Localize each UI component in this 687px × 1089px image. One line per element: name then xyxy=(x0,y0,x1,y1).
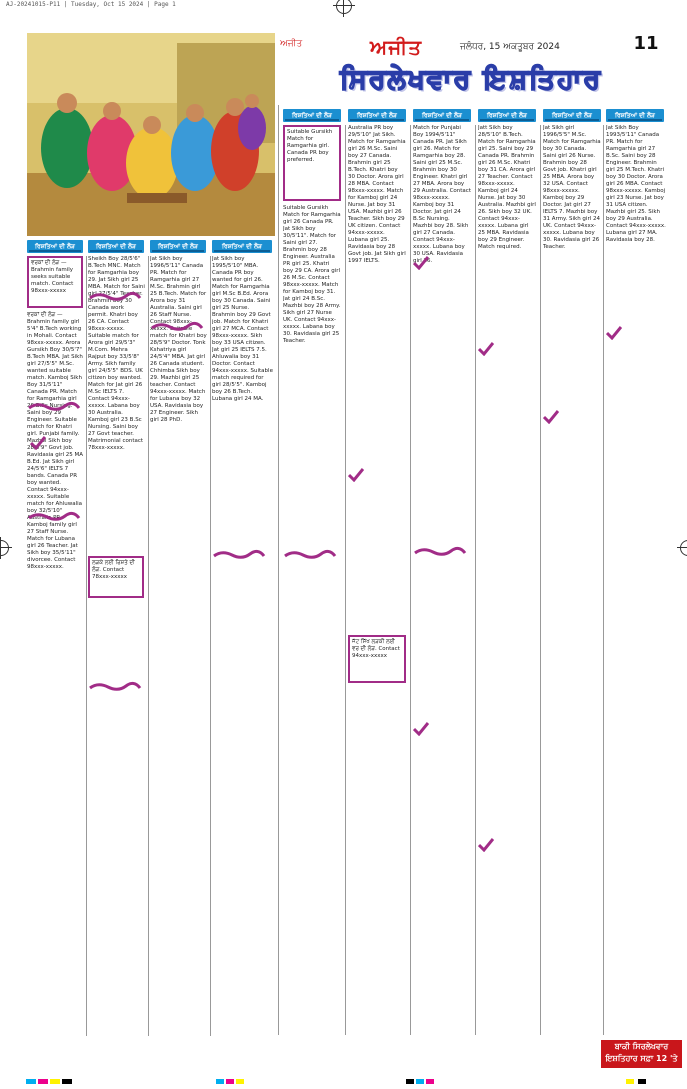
column-header: ਰਿਸ਼ਤਿਆਂ ਦੀ ਲੋੜ xyxy=(348,109,406,122)
masthead xyxy=(280,33,662,98)
ad-column-2 xyxy=(88,256,145,1036)
highlight-box-text: ਲੜਕੇ ਲਈ ਰਿਸ਼ਤੇ ਦੀ ਲੋੜ. Contact 78xxx-xxxxx xyxy=(92,560,135,580)
column-divider xyxy=(540,125,541,1035)
brush-stamp-icon xyxy=(27,400,81,414)
brand-logo: ਅਜੀਤ xyxy=(370,35,423,59)
checkmark-icon xyxy=(478,342,494,356)
column-header: ਰਿਸ਼ਤਿਆਂ ਦੀ ਲੋੜ xyxy=(478,109,536,122)
brush-stamp-icon xyxy=(88,680,142,694)
column-header: ਰਿਸ਼ਤਿਆਂ ਦੀ ਲੋੜ xyxy=(606,109,664,122)
column-text: Jat Sikh Boy 1993/5'11" Canada PR. Match for Ramgarhia girl 27 B.Sc. Saini boy 28 Engineer. Brahmin girl 25 M.Tech. Khatri boy 30 Doctor. Arora girl 26 MBA. Contact 98xxx-xxxxx. Kamboj girl 23 Nurse. Jat boy 31 USA citizen. Mazhbi girl 25. Sikh boy 29 Australia. Contact 94xxx-xxxxx. Lubana girl 27 MA. Ravidasia boy 28. xyxy=(606,125,666,243)
continued-ads-banner xyxy=(601,1040,682,1068)
column-header: ਰਿਸ਼ਤਿਆਂ ਦੀ ਲੋੜ xyxy=(283,109,341,122)
column-divider xyxy=(86,256,87,1036)
print-slug: AJ-20241015-P11 | Tuesday, Oct 15 2024 | Page 1 xyxy=(6,1,176,8)
column-header: ਰਿਸ਼ਤਿਆਂ ਦੀ ਲੋੜ xyxy=(27,240,83,253)
column-header: ਰਿਸ਼ਤਿਆਂ ਦੀ ਲੋੜ xyxy=(212,240,272,253)
banner-line-1: ਬਾਕੀ ਸਿਰਲੇਖਵਾਰ xyxy=(614,1042,669,1051)
column-divider xyxy=(278,105,279,1035)
ad-column-5 xyxy=(283,125,341,1035)
brand-small: ਅਜੀਤ xyxy=(280,39,303,49)
column-text: Jat Sikh girl 1996/5'5" M.Sc. Match for Ramgarhia boy 30 Canada. Saini girl 26 Nurse. Brahmin boy 28 Govt job. Khatri girl 25 MBA. Arora boy 32 USA. Contact 98xxx-xxxxx. Kamboj boy 29 Doctor. Jat girl 27 IELTS 7. Mazhbi boy 31 Army. Sikh girl 24 UK. Contact 94xxx-xxxxx. Lubana boy 30. Ravidasia girl 26 Teacher. xyxy=(543,125,601,250)
column-text: Jat Sikh boy 1996/5'11" Canada PR. Match for Ramgarhia girl 27 M.Sc. Brahmin girl 25 B.Tech. Match for Arora boy 31 Australia. Saini girl 26 Staff Nurse. Contact 98xxx-xxxxx. Suitable match for Khatri boy 28/5'9" Doctor. Tonk Kshatriya girl 24/5'4" MBA. Jat girl 26 Canada student. Chhimba Sikh boy 29. Mazhbi girl 25 teacher. Contact 94xxx-xxxxx. Match for Lubana boy 32 USA. Ravidasia boy 27 Engineer. Sikh girl 28 PhD. xyxy=(150,256,207,423)
checkmark-icon xyxy=(478,838,494,852)
column-header: ਰਿਸ਼ਤਿਆਂ ਦੀ ਲੋੜ xyxy=(88,240,144,253)
checkmark-icon xyxy=(30,436,46,450)
section-title: ਸਿਰਲੇਖਵਾਰ ਇਸ਼ਤਿਹਾਰ xyxy=(280,61,662,99)
column-text: Match for Punjabi Boy 1994/5'11" Canada PR. Jat Sikh girl 26. Match for Ramgarhia boy 28. Saini girl 25 M.Sc. Brahmin boy 30 Engineer. Khatri girl 27 MBA. Arora boy 29 Australia. Contact 98xxx-xxxxx. Kamboj boy 31 Doctor. Jat girl 24 B.Sc Nursing. Mazhbi boy 28. Sikh girl 27 Canada. Contact 94xxx-xxxxx. Lubana boy 30 USA. Ravidasia girl 26. xyxy=(413,125,471,264)
ad-column-9 xyxy=(543,125,601,1035)
column-header: ਰਿਸ਼ਤਿਆਂ ਦੀ ਲੋੜ xyxy=(543,109,601,122)
column-text: Australia PR boy 29/5'10" Jat Sikh. Match for Ramgarhia girl 26 M.Sc. Saini boy 27 Canada. Brahmin girl 25 B.Tech. Khatri boy 30 Doctor. Arora girl 28 MBA. Contact 98xxx-xxxxx. Match for Kamboj girl 24 Nurse. Jat boy 31 USA. Mazhbi girl 26 Teacher. Sikh boy 29 UK citizen. Contact 94xxx-xxxxx. Lubana girl 25. Ravidasia boy 28 Govt job. Jat Sikh girl 1997 IELTS. xyxy=(348,125,406,264)
color-registration-strip xyxy=(26,1077,666,1086)
column-text: Sheikh Boy 28/5'6" B.Tech MNC. Match for Ramgarhia boy 29. Jat Sikh girl 25 MBA. Match for Saini girl 27/5'4" Teacher. Brahmin boy 30 Canada work permit. Khatri boy 26 CA. Contact 98xxx-xxxxx. Suitable match for Arora girl 29/5'3" M.Com. Mehra Rajput boy 33/5'8" Army. Sikh family girl 24/5'5" BDS. UK citizen boy wanted. Match for Jat girl 26 M.Sc IELTS 7. Contact 94xxx-xxxxx. Labana boy 30 Australia. Kamboj girl 23 B.Sc Nursing. Saini boy 27 Govt teacher. Matrimonial contact 78xxx-xxxxx. xyxy=(88,256,145,451)
highlight-box-text: ਜੱਟ ਸਿੱਖ ਲੜਕੀ ਲਈ ਵਰ ਦੀ ਲੋੜ. Contact 94xxx-xxxxx xyxy=(352,639,400,659)
column-text: Jatt Sikh boy 28/5'10" B.Tech. Match for Ramgarhia girl 25. Saini boy 29 Canada PR. Brahmin girl 26 M.Sc. Khatri boy 31 CA. Arora girl 27 Teacher. Contact 98xxx-xxxxx. Kamboj girl 24 Nurse. Jat boy 30 Australia. Mazhbi girl 26. Sikh boy 32 UK. Contact 94xxx-xxxxx. Lubana girl 25 MBA. Ravidasia boy 29 Engineer. Match required. xyxy=(478,125,536,250)
dateline: ਜਲੰਧਰ, 15 ਅਕਤੂਬਰ 2024 xyxy=(460,42,560,52)
painting-image xyxy=(27,33,275,236)
highlight-box xyxy=(283,125,341,201)
brush-stamp-icon xyxy=(150,320,204,334)
folk-art-painting xyxy=(27,33,275,236)
checkmark-icon xyxy=(348,468,364,482)
checkmark-icon xyxy=(413,722,429,736)
column-divider xyxy=(148,256,149,1036)
column-text: Suitable Gursikh Match for Ramgarhia girl 26 Canada PR. Jat Sikh boy 30/5'11". Match for Saini girl 27. Brahmin boy 28 Engineer. Australia PR girl 25. Khatri boy 29 CA. Arora girl 26 M.Sc. Contact 98xxx-xxxxx. Match for Kamboj boy 31. Jat girl 24 B.Sc. Mazhbi boy 28 Army. Sikh girl 27 Nurse UK. Contact 94xxx-xxxxx. Labana boy 30. Ravidasia girl 25 Teacher. xyxy=(283,205,341,344)
ad-column-4 xyxy=(212,256,274,1036)
column-header: ਰਿਸ਼ਤਿਆਂ ਦੀ ਲੋੜ xyxy=(413,109,471,122)
brush-stamp-icon xyxy=(283,548,337,562)
registration-mark-icon xyxy=(336,0,352,14)
brush-stamp-icon xyxy=(27,510,81,524)
registration-mark-icon xyxy=(0,540,9,556)
column-divider xyxy=(210,256,211,1036)
highlight-box xyxy=(27,256,83,308)
checkmark-icon xyxy=(413,256,429,270)
brush-stamp-icon xyxy=(413,545,467,559)
column-divider xyxy=(475,125,476,1035)
checkmark-icon xyxy=(543,410,559,424)
column-text: Jat Sikh boy 1995/5'10" MBA. Canada PR boy wanted for girl 26. Match for Ramgarhia girl M.Sc B.Ed. Arora boy 30 Canada. Saini girl 25 Nurse. Brahmin boy 29 Govt job. Match for Khatri girl 27 MCA. Contact 98xxx-xxxxx. Sikh boy 33 USA citizen. Jat girl 25 IELTS 7.5. Ahluwalia boy 31 Doctor. Contact 94xxx-xxxxx. Suitable match required for girl 28/5'5". Kamboj boy 26 B.Tech. Lubana girl 24 MA. xyxy=(212,256,273,402)
column-divider xyxy=(345,125,346,1035)
ad-column-1 xyxy=(27,256,84,1036)
highlight-box-text: Suitable Gursikh Match for Ramgarhia girl. Canada PR boy preferred. xyxy=(287,129,333,163)
column-text: ਵਰਕਾਂ ਦੀ ਲੋੜ — Brahmin family girl 5'4" B.Tech working in Mohali. Contact 98xxx-xxxxx. Arora Gursikh Boy 30/5'7" B.Tech MBA. Jat Sikh girl 27/5'5" M.Sc. wanted suitable match. Kamboj Sikh Boy 31/5'11" Canada PR. Match for Ramgarhia girl 26 B.Sc Nursing. Saini boy 29 Engineer. Suitable match for Khatri girl. Punjabi family. Mazhbi Sikh boy 28/5'9" Govt job. Ravidasia girl 25 MA B.Ed. Jat Sikh girl 24/5'6" IELTS 7 bands. Canada PR boy wanted. Contact 94xxx-xxxxx. Suitable match for Ahluwalia boy 32/5'10" Australia PR. Kamboj family girl 27 Staff Nurse. Match for Lubana girl 26 Teacher. Jat Sikh boy 35/5'11" divorcee. Contact 98xxx-xxxxx. xyxy=(27,312,84,570)
brush-stamp-icon xyxy=(212,548,266,562)
highlight-box-text: ਵਰਕਾਂ ਦੀ ਲੋੜ — Brahmin family seeks suitable match. Contact 98xxx-xxxxx xyxy=(31,260,74,294)
registration-mark-icon xyxy=(680,540,687,556)
ad-column-10 xyxy=(606,125,666,1035)
brush-stamp-icon xyxy=(88,290,142,304)
ad-column-6 xyxy=(348,125,406,1035)
ad-column-3 xyxy=(150,256,207,1036)
column-header: ਰਿਸ਼ਤਿਆਂ ਦੀ ਲੋੜ xyxy=(150,240,206,253)
column-divider xyxy=(410,125,411,1035)
column-divider xyxy=(603,125,604,1035)
banner-line-2: ਇਸ਼ਤਿਹਾਰ ਸਫ਼ਾ 12 'ਤੇ xyxy=(605,1054,678,1063)
highlight-box xyxy=(88,556,144,598)
page-number: 11 xyxy=(633,33,659,54)
checkmark-icon xyxy=(606,326,622,340)
highlight-box xyxy=(348,635,406,683)
ad-column-8 xyxy=(478,125,536,1035)
